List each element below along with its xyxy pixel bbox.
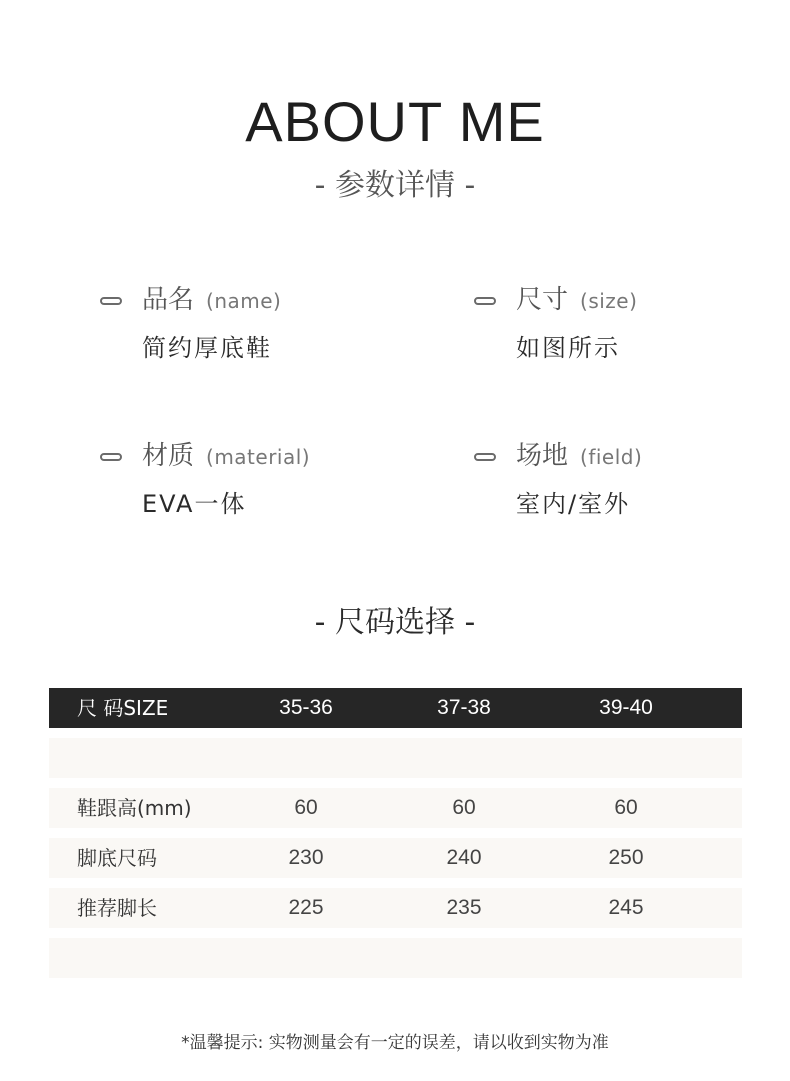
table-cell: 225	[288, 896, 324, 919]
param-label: 尺寸 (size)	[516, 285, 638, 315]
table-header-cell: 39-40	[599, 696, 653, 719]
table-empty-row	[49, 738, 742, 778]
table-row	[49, 888, 742, 928]
table-cell: 60	[614, 796, 638, 819]
table-spacer	[49, 778, 742, 788]
page-title: ABOUT ME	[245, 90, 545, 153]
param-value: 简约厚底鞋	[142, 334, 272, 362]
table-row	[49, 788, 742, 828]
table-cell: 250	[608, 846, 644, 869]
footnote: *温馨提示: 实物测量会有一定的误差，请以收到实物为准	[181, 1033, 609, 1053]
param-size	[474, 280, 774, 380]
table-header-cell: 37-38	[437, 696, 491, 719]
size-table	[49, 688, 742, 978]
table-cell: 230	[288, 846, 324, 869]
table-header-row	[49, 688, 742, 728]
table-spacer	[49, 928, 742, 938]
table-row-label: 脚底尺码	[77, 846, 157, 870]
table-cell: 60	[452, 796, 476, 819]
param-name	[100, 280, 400, 380]
page-subtitle: - 参数详情 -	[314, 168, 476, 203]
table-empty-row	[49, 938, 742, 978]
table-row-label: 推荐脚长	[77, 896, 157, 920]
pill-bullet-icon	[100, 453, 122, 461]
pill-bullet-icon	[100, 297, 122, 305]
param-material	[100, 436, 400, 536]
table-row-label: 鞋跟高(mm)	[77, 796, 192, 820]
param-value: 如图所示	[516, 334, 620, 362]
table-spacer	[49, 828, 742, 838]
table-spacer	[49, 878, 742, 888]
table-row	[49, 838, 742, 878]
pill-bullet-icon	[474, 453, 496, 461]
param-label: 材质 (material)	[142, 441, 311, 471]
table-header-cell: 尺 码SIZE	[77, 696, 169, 720]
table-spacer	[49, 728, 742, 738]
table-cell: 60	[294, 796, 318, 819]
param-label: 场地 (field)	[516, 441, 643, 471]
pill-bullet-icon	[474, 297, 496, 305]
param-field	[474, 436, 774, 536]
table-header-cell: 35-36	[279, 696, 333, 719]
param-value: 室内/室外	[516, 490, 631, 518]
param-value: EVA一体	[142, 490, 247, 518]
table-cell: 245	[608, 896, 644, 919]
table-cell: 235	[446, 896, 482, 919]
size-section-title: - 尺码选择 -	[314, 605, 476, 640]
table-cell: 240	[446, 846, 482, 869]
param-label: 品名 (name)	[142, 285, 282, 315]
